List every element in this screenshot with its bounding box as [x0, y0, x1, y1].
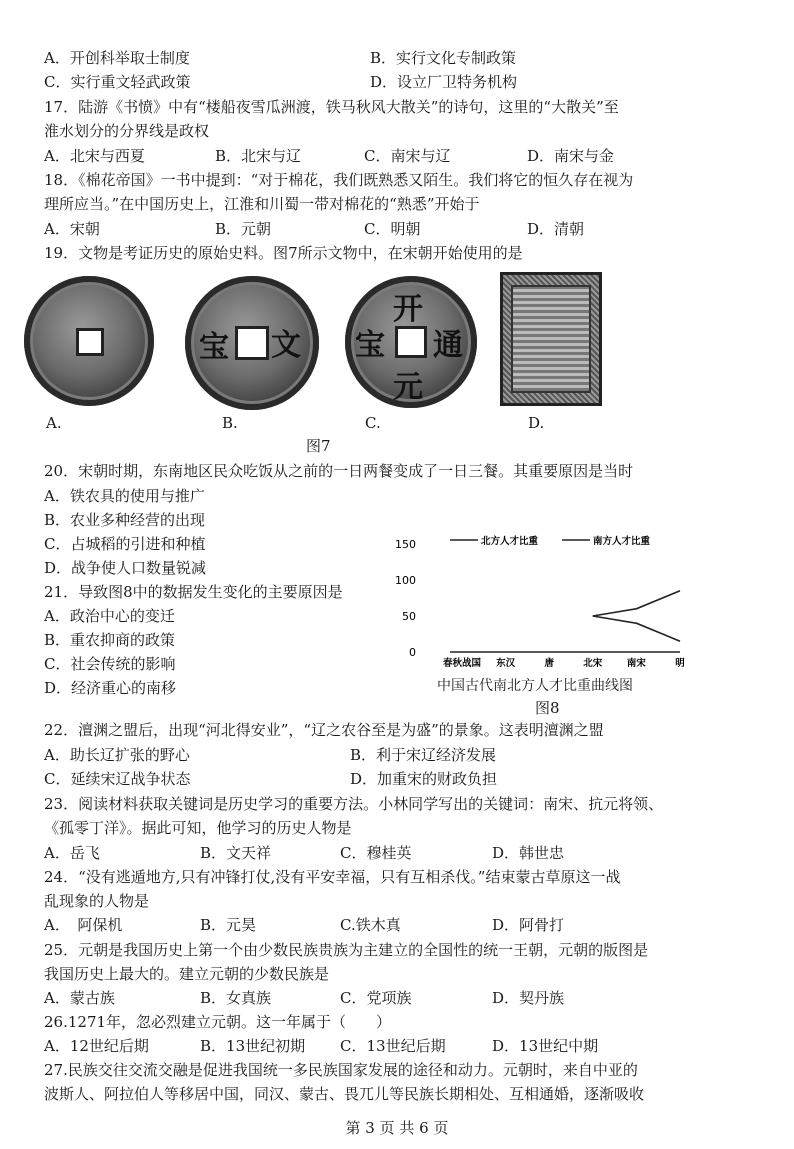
- q17-option-d: D．南宋与金: [527, 147, 615, 165]
- q16-option-d: D．设立厂卫特务机构: [370, 73, 518, 91]
- q24-stem-line2: 乱现象的人物是: [44, 892, 150, 910]
- legend-label: 南方人才比重: [593, 536, 651, 547]
- q19-label-b: B.: [222, 414, 238, 432]
- q18-option-a: A．宋朝: [44, 220, 100, 238]
- q21-option-c: C．社会传统的影响: [44, 655, 176, 673]
- figure-8-label: 图8: [535, 699, 560, 717]
- q25-option-b: B．女真族: [200, 989, 272, 1007]
- q18-option-d: D．清朝: [527, 220, 585, 238]
- q18-stem-line1: 18．《棉花帝国》一书中提到：“对于棉花，我们既熟悉又陌生。我们将它的恒久存在视为: [44, 171, 634, 189]
- q17-option-a: A．北宋与西夏: [44, 147, 145, 165]
- q20-option-b: B．农业多种经营的出现: [44, 511, 206, 529]
- q27-stem-line2: 波斯人、阿拉伯人等移居中国，同汉、蒙古、畏兀儿等民族长期相处、互相通婚，逐渐吸收: [44, 1085, 645, 1103]
- coin-c-char-bottom: 元: [393, 370, 423, 405]
- q21-option-d: D．经济重心的南移: [44, 679, 177, 697]
- x-tick-label: 春秋战国: [442, 658, 482, 669]
- q20-option-d: D．战争使人口数量锐减: [44, 559, 207, 577]
- q26-stem: 26.1271年，忽必烈建立元朝。这一年属于（ ）: [44, 1013, 392, 1031]
- north-talent-line: [593, 591, 680, 616]
- q23-option-d: D．韩世忠: [492, 844, 565, 862]
- q17-stem-line2: 淮水划分的分界线是政权: [44, 122, 210, 140]
- y-tick-label: 0: [409, 646, 416, 659]
- chart-title: 中国古代南北方人才比重曲线图: [437, 678, 633, 694]
- q16-option-c: C．实行重文轻武政策: [44, 73, 191, 91]
- q20-option-c: C．占城稻的引进和种植: [44, 535, 206, 553]
- y-tick-label: 150: [395, 538, 416, 551]
- q26-option-d: D．13世纪中期: [492, 1037, 599, 1055]
- q22-option-a: A．助长辽扩张的野心: [44, 746, 190, 764]
- q16-option-b: B．实行文化专制政策: [370, 49, 517, 67]
- y-tick-label: 100: [395, 574, 416, 587]
- legend-label: 北方人才比重: [481, 536, 539, 547]
- south-talent-line: [593, 616, 680, 641]
- x-tick-label: 南宋: [626, 658, 646, 669]
- q22-option-b: B．利于宋辽经济发展: [350, 746, 497, 764]
- q19-label-a: A.: [46, 414, 62, 432]
- q17-option-c: C．南宋与辽: [364, 147, 451, 165]
- q26-option-b: B．13世纪初期: [200, 1037, 306, 1055]
- coin-b-image: [185, 276, 319, 410]
- coin-b-char-right: 文: [271, 328, 301, 363]
- q24-option-a: A． 阿保机: [44, 916, 123, 934]
- figure-7-caption: 图7: [306, 437, 331, 455]
- coin-c-char-top: 开: [393, 292, 423, 327]
- jiaozi-banknote-image: [500, 272, 602, 406]
- q16-option-a: A．开创科举取士制度: [44, 49, 190, 67]
- page-footer: 第 3 页 共 6 页: [345, 1119, 449, 1137]
- q24-stem-line1: 24．“没有逃遁地方,只有冲锋打仗,没有平安幸福，只有互相杀伐。”结束蒙古草原这一战: [44, 868, 621, 886]
- q20-stem: 20．宋朝时期，东南地区民众吃饭从之前的一日两餐变成了一日三餐。其重要原因是当时: [44, 462, 634, 480]
- q25-option-a: A．蒙古族: [44, 989, 115, 1007]
- q23-stem-line2: 《孤零丁洋》。据此可知，他学习的历史人物是: [44, 819, 352, 837]
- q17-option-b: B．北宋与辽: [215, 147, 302, 165]
- q22-stem: 22．澶渊之盟后，出现“河北得安业”，“辽之农谷至是为盛”的景象。这表明澶渊之盟: [44, 721, 604, 739]
- q19-stem: 19．文物是考证历史的原始史料。图7所示文物中，在宋朝开始使用的是: [44, 244, 523, 262]
- q25-option-c: C．党项族: [340, 989, 412, 1007]
- q19-label-c: C.: [365, 414, 381, 432]
- q18-option-b: B．元朝: [215, 220, 272, 238]
- q24-option-c: C.铁木真: [340, 916, 401, 934]
- q24-option-b: B．元昊: [200, 916, 257, 934]
- q26-option-c: C．13世纪后期: [340, 1037, 446, 1055]
- q22-option-d: D．加重宋的财政负担: [350, 770, 498, 788]
- q21-option-b: B．重农抑商的政策: [44, 631, 176, 649]
- coin-c-image: [345, 276, 477, 408]
- q25-option-d: D．契丹族: [492, 989, 565, 1007]
- q22-option-c: C．延续宋辽战争状态: [44, 770, 191, 788]
- coin-c-char-right: 通: [433, 328, 463, 363]
- q23-option-b: B．文天祥: [200, 844, 272, 862]
- q20-option-a: A．铁农具的使用与推广: [44, 487, 205, 505]
- talent-ratio-chart: [380, 530, 710, 680]
- q21-option-a: A．政治中心的变迁: [44, 607, 175, 625]
- q17-stem-line1: 17．陆游《书愤》中有“楼船夜雪瓜洲渡，铁马秋风大散关”的诗句，这里的“大散关”至: [44, 98, 619, 116]
- q25-stem-line2: 我国历史上最大的。建立元朝的少数民族是: [44, 965, 330, 983]
- q24-option-d: D．阿骨打: [492, 916, 565, 934]
- x-tick-label: 北宋: [583, 658, 603, 669]
- q23-stem-line1: 23．阅读材料获取关键词是历史学习的重要方法。小林同学写出的关键词：南宋、抗元将领、: [44, 795, 664, 813]
- q18-option-c: C．明朝: [364, 220, 421, 238]
- y-tick-label: 50: [402, 610, 416, 623]
- coin-c-char-left: 宝: [355, 328, 385, 363]
- q19-label-d: D.: [528, 414, 545, 432]
- q23-option-c: C．穆桂英: [340, 844, 412, 862]
- q26-option-a: A．12世纪后期: [44, 1037, 149, 1055]
- q21-stem: 21．导致图8中的数据发生变化的主要原因是: [44, 583, 343, 601]
- q25-stem-line1: 25．元朝是我国历史上第一个由少数民族贵族为主建立的全国性的统一王朝，元朝的版图是: [44, 941, 649, 959]
- x-tick-label: 唐: [544, 658, 554, 669]
- x-tick-label: 明: [675, 658, 685, 669]
- q23-option-a: A．岳飞: [44, 844, 100, 862]
- q27-stem-line1: 27.民族交往交流交融是促进我国统一多民族国家发展的途径和动力。元朝时，来自中亚的: [44, 1061, 638, 1079]
- x-tick-label: 东汉: [496, 658, 516, 669]
- coin-a-image: [24, 276, 154, 406]
- coin-b-char-left: 宝: [199, 330, 229, 365]
- q18-stem-line2: 理所应当。”在中国历史上，江淮和川蜀一带对棉花的“熟悉”开始于: [44, 195, 480, 213]
